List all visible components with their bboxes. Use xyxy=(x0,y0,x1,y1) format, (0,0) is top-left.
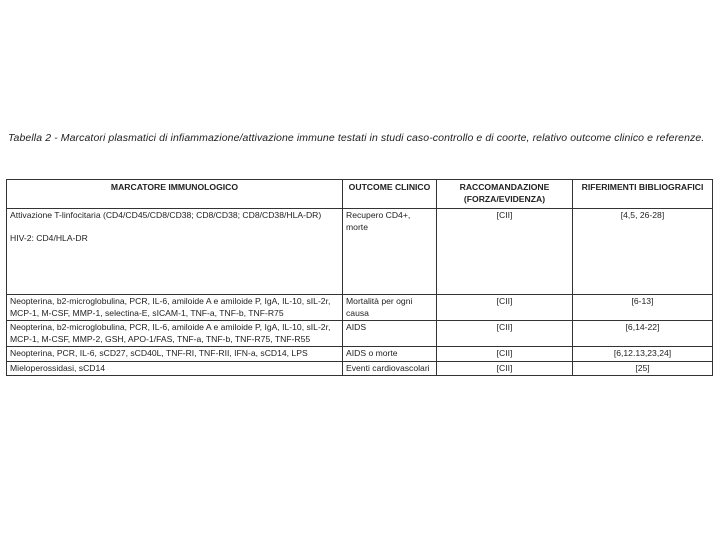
marker-cell xyxy=(7,209,343,295)
outcome-cell: Recupero CD4+, morte xyxy=(343,209,437,295)
outcome-cell: AIDS xyxy=(343,321,437,347)
references-cell: [4,5, 26-28] xyxy=(573,209,713,295)
table-header-row xyxy=(7,180,713,209)
cell-spacer xyxy=(10,222,339,233)
marker-text: Attivazione T-linfocitaria (CD4/CD45/CD8/CD38; CD8/CD38; CD8/CD38/HLA-DR) xyxy=(10,210,322,220)
marker-cell: Neopterina, b2-microglobulina, PCR, IL-6, amiloide A e amiloide P, IgA, IL-10, sIL-2r, MCP-1, M-CSF, MMP-1, selectina-E, sICAM-1, TNF-a, TNF-b, TNF-R75 xyxy=(7,295,343,321)
references-cell: [6,12.13,23,24] xyxy=(573,347,713,362)
header-recommendation: RACCOMANDAZIONE (FORZA/EVIDENZA) xyxy=(437,180,573,209)
references-cell: [6,14-22] xyxy=(573,321,713,347)
table-row xyxy=(7,361,713,376)
marker-cell: Neopterina, PCR, IL-6, sCD27, sCD40L, TNF-RI, TNF-RII, IFN-a, sCD14, LPS xyxy=(7,347,343,362)
header-marker: MARCATORE IMMUNOLOGICO xyxy=(7,180,343,209)
outcome-cell: AIDS o morte xyxy=(343,347,437,362)
table-row xyxy=(7,209,713,295)
references-cell: [6-13] xyxy=(573,295,713,321)
outcome-cell: Eventi cardiovascolari xyxy=(343,361,437,376)
markers-table xyxy=(6,179,713,376)
marker-cell: Neopterina, b2-microglobulina, PCR, IL-6, amiloide A e amiloide P, IgA, IL-10, sIL-2r, MCP-1, M-CSF, MMP-2, GSH, APO-1/FAS, TNF-a, TNF-b, TNF-R75, TNF-R55 xyxy=(7,321,343,347)
table-row xyxy=(7,321,713,347)
recommendation-cell: [CII] xyxy=(437,209,573,295)
outcome-cell: Mortalità per ogni causa xyxy=(343,295,437,321)
marker-cell: Mieloperossidasi, sCD14 xyxy=(7,361,343,376)
references-cell: [25] xyxy=(573,361,713,376)
recommendation-cell: [CII] xyxy=(437,321,573,347)
header-references: RIFERIMENTI BIBLIOGRAFICI xyxy=(573,180,713,209)
recommendation-cell: [CII] xyxy=(437,361,573,376)
table-caption: Tabella 2 - Marcatori plasmatici di infiammazione/attivazione immune testati in studi caso-controllo e di coorte, relativo outcome clinico e referenze. xyxy=(8,132,705,144)
table-row xyxy=(7,347,713,362)
recommendation-cell: [CII] xyxy=(437,347,573,362)
table-row xyxy=(7,295,713,321)
header-outcome: OUTCOME CLINICO xyxy=(343,180,437,209)
marker-extra-text: HIV-2: CD4/HLA-DR xyxy=(10,232,88,243)
recommendation-cell: [CII] xyxy=(437,295,573,321)
